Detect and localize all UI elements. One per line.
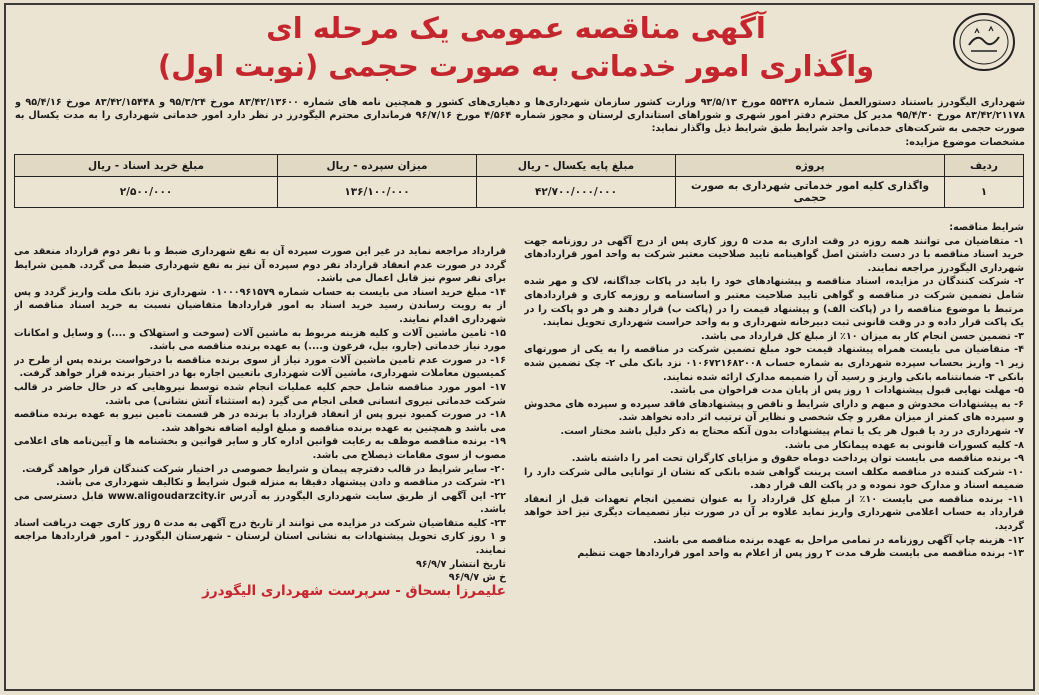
- conditions-right-column: [524, 221, 1024, 691]
- condition-item: ۸- کلیه کسورات قانونی به عهده پیمانکار می باشد.: [784, 439, 1024, 451]
- table-header-cell: ردیف: [945, 155, 1024, 177]
- table-cell: ۲/۵۰۰/۰۰۰: [15, 177, 278, 208]
- condition-item: ۱۸- در صورت کمبود نیرو پس از انعقاد قرارداد با برنده در هر قسمت تامین نیرو به عهده برنده مناقصه می باشد و همچنین به عهده برنده مناقصه و مبلغ اولیه اضافه نخواهد شد.: [14, 409, 506, 434]
- table-cell: ۱: [945, 177, 1024, 208]
- conditions-heading: شرایط مناقصه:: [949, 222, 1024, 233]
- table-header-cell: مبلغ پایه یکسال - ریال: [477, 155, 676, 177]
- condition-item: ۱۱- برنده مناقصه می بایست ۱۰٪ از مبلغ کل قرارداد را به عنوان تضمین انجام تعهدات قبل از انعقاد قرارداد به حساب اعلامی شهرداری واریز نماید علاوه بر آن در صورت نیاز تصمیمات دیگری نیز اخذ خواهد گردید.: [524, 493, 1024, 533]
- table-header-cell: میزان سپرده - ریال: [278, 155, 477, 177]
- condition-item: ۱۵- تامین ماشین آلات و کلیه هزینه مربوط به ماشین آلات (سوخت و استهلاک و ....) و وسایل و امکانات مورد نیاز خدماتی (جارو، بیل، فرغون و....) به عهده برنده مناقصه می باشد.: [14, 327, 506, 353]
- table-cell: ۴۲/۷۰۰/۰۰۰/۰۰۰: [477, 177, 676, 208]
- conditions-left-column: [14, 245, 506, 691]
- condition-item: ۱- متقاضیان می توانند همه روزه در وقت اداری به مدت ۵ روز کاری پس از درج آگهی در روزنامه جهت خرید اسناد مناقصه با در دست داشتن اصل گواهینامه تایید صلاحیت معتبر شرکت به واحد امور قراردادهای شهرداری الیگودرز مراجعه نمایند.: [524, 235, 1024, 274]
- condition-item: ۲- شرکت کنندگان در مزایده، اسناد مناقصه و پیشنهادهای خود را باید در پاکات جداگانه، لاک و مهر شده شامل تضمین شرکت در مناقصه و گواهی تایید صلاحیت معتبر و اساسنامه و روزمه کاری و قراردادهای مرتبط با موضوع مناقصه را در (پاکت الف) و پیشنهاد قیمت را در (پاکت ب) قرار دهند و هر دو پاکت را در یک پاکت قرار داده و در وقت قانونی ثبت دبیرخانه شهرداری و به واحد حراست شهرداری تحویل نمایند.: [524, 276, 1024, 329]
- condition-item: ۷- شهرداری در رد یا قبول هر یک یا تمام پیشنهادات بدون آنکه محتاج به ذکر دلیل باشد مختار است.: [560, 425, 1024, 437]
- condition-item: ۱۷- امور مورد مناقصه شامل حجم کلیه عملیات انجام شده توسط نیروهایی که در حال حاضر در قالب شرکت خدماتی نیروی انسانی فعلی انجام می گیرد (به استثناء آتش نشانی) می باشد.: [14, 381, 506, 407]
- condition-item: ۳- تضمین حسن انجام کار به میزان ۱۰٪ از مبلغ کل قرارداد می باشد.: [701, 330, 1024, 342]
- table-row: [15, 177, 1024, 208]
- ad-title-line1: آگهی مناقصه عمومی یک مرحله ای: [266, 11, 766, 45]
- condition-item: ۵- مهلت نهایی قبول پیشنهادات ۱ روز پس از پایان مدت فراخوان می باشد.: [670, 385, 1024, 397]
- table-header-cell: پروژه: [676, 155, 945, 177]
- publish-date: تاریخ انتشار ۹۶/۹/۷: [415, 558, 506, 570]
- table-cell: ۱۳۶/۱۰۰/۰۰۰: [278, 177, 477, 208]
- signature: علیمرزا بسحاق - سرپرست شهرداری الیگودرز: [202, 582, 506, 599]
- table-cell: واگذاری کلیه امور خدماتی شهرداری به صورت حجمی: [676, 177, 945, 208]
- condition-item: ۱۶- در صورت عدم تامین ماشین آلات مورد نیاز از سوی برنده مناقصه با درخواست برنده پس از طرح در کمیسیون معاملات شهرداری، ماشین آلات شهرداری باتعیین اجاره بها در اختیار برنده قرار خواهد گرفت.: [14, 354, 506, 380]
- table-header-cell: مبلغ خرید اسناد - ریال: [15, 155, 278, 177]
- condition-item: قرارداد مراجعه نماید در غیر این صورت سپرده آن به نفع شهرداری ضبط و با نفر دوم قرارداد منعقد می گردد در صورت عدم انعقاد قرارداد نفر دوم سپرده آن نیز به نفع شهرداری ضبط می گردد. همین شرایط برای نفر سوم نیز قابل اعمال می باشد.: [14, 246, 506, 285]
- project-table: [14, 154, 1024, 208]
- condition-item: ۱۰- شرکت کننده در مناقصه مکلف است پرینت گواهی شده بانکی که نشان از توانایی مالی شرکت دارد را ضمیمه اسناد و مدارک خود نموده و در پاکت الف قرار دهد.: [524, 466, 1024, 492]
- condition-item: ۲۳- کلیه متقاضیان شرکت در مزایده می توانند از تاریخ درج آگهی به مدت ۵ روز کاری جهت دریافت اسناد و ۱ روز کاری تحویل پیشنهادات به نشانی استان لرستان - شهرستان الیگودرز - امور قراردادها مراجعه نمایند.: [14, 517, 506, 557]
- advertisement-page: [4, 3, 1035, 691]
- condition-item: ۱۲- هزینه چاپ آگهی روزنامه در تمامی مراحل به عهده برنده مناقصه می باشد.: [653, 534, 1024, 546]
- condition-item: ۲۲- این آگهی از طریق سایت شهرداری الیگودرز به آدرس www.aligoudarzcity.ir قابل دسترسی می باشد.: [14, 490, 506, 516]
- condition-item: ۶- به پیشنهادات مخدوش و مبهم و دارای شرایط و ناقص و پیشنهادهای فاقد سپرده و سپرده های مخدوش و سپرده های کمتر از میزان مقرر و چک شخصی و نظایر آن ترتیب اثر داده نخواهد شد.: [524, 398, 1024, 424]
- condition-item: ۲۰- سایر شرایط در قالب دفترچه پیمان و شرایط خصوصی در اختیار شرکت کنندگان قرار خواهد گرفت.: [21, 463, 506, 475]
- intro-paragraph: [15, 96, 1025, 150]
- subject-heading: مشخصات موضوع مزایده:: [905, 136, 1025, 148]
- table-header-row: [15, 155, 1024, 177]
- conditions-section: [14, 221, 1024, 691]
- code-line: خ ش ۹۶/۹/۷: [448, 572, 506, 584]
- condition-item: ۱۴- مبلغ خرید اسناد می بایست به حساب شماره ۰۱۰۰۰۹۶۱۵۷۹ شهرداری نزد بانک ملت واریز گردد و پس از به رویت رساندن رسید خرید اسناد به امور قراردادها متقاضیان نسبت به خرید اسناد مناقصه از شهرداری اقدام نمایند.: [14, 286, 506, 325]
- municipality-logo: [951, 11, 1017, 73]
- condition-item: ۱۳- برنده مناقصه می بایست ظرف مدت ۲ روز پس از اعلام به واحد امور قراردادها جهت تنظیم: [577, 548, 1024, 560]
- intro-text: شهرداری الیگودرز باستناد دستورالعمل شماره ۵۵۴۲۸ مورخ ۹۳/۵/۱۳ وزارت کشور سازمان شهرداری‌ها و دهیاری‌های کشور و همچنین نامه های شماره ۸۳/۴۲/۱۳۶۰۰ مورخ ۹۵/۳/۲۴ و ۸۳/۴۲/۱۵۴۴۸ مورخ ۹۵/۴/۱۶ و ۸۳/۴۲/۲۱۱۷۸ مورخ ۹۵/۴/۳۰ مدیر کل محترم دفتر امور شهری و شوراهای استانداری لرستان و مجوز شماره ۴/۵۶۴ مورخ ۹۶/۷/۱۶ فرمانداری محترم الیگودرز در نظر دارد امور خدماتی شهرداری را به مدت یکسال به صورت حجمی به شرکت‌های خدماتی واجد شرایط طبق شرایط ذیل واگذار نماید:: [15, 97, 1025, 135]
- condition-item: ۲۱- شرکت در مناقصه و دادن پیشنهاد دقیقا به منزله قبول شرایط و تکالیف شهرداری می باشد.: [56, 477, 506, 489]
- ad-title-line2: واگذاری امور خدماتی به صورت حجمی (نوبت اول): [157, 49, 875, 83]
- condition-item: ۴- متقاضیان می بایست همراه پیشنهاد قیمت خود مبلغ تضمین شرکت در مناقصه را به یکی از صورتهای زیر ۱- واریز بحساب سپرده شهرداری به شماره حساب ۰۱۰۶۷۲۱۶۸۲۰۰۸ نزد بانک ملی ۲- چک تضمین شده بانکی ۳- ضمانتنامه بانکی واریز و رسید آن را ضمیمه مدارک ارائه شده نمایند.: [524, 344, 1024, 383]
- condition-item: ۱۹- برنده مناقصه موظف به رعایت قوانین اداره کار و سایر قوانین و بخشنامه ها و آیین‌نامه های اعلامی مصوب از سوی مقامات ذیصلاح می باشد.: [14, 436, 506, 461]
- condition-item: ۹- برنده مناقصه می بایست توان پرداخت دوماه حقوق و مزایای کارگران تحت امر را داشته باشد.: [571, 453, 1024, 465]
